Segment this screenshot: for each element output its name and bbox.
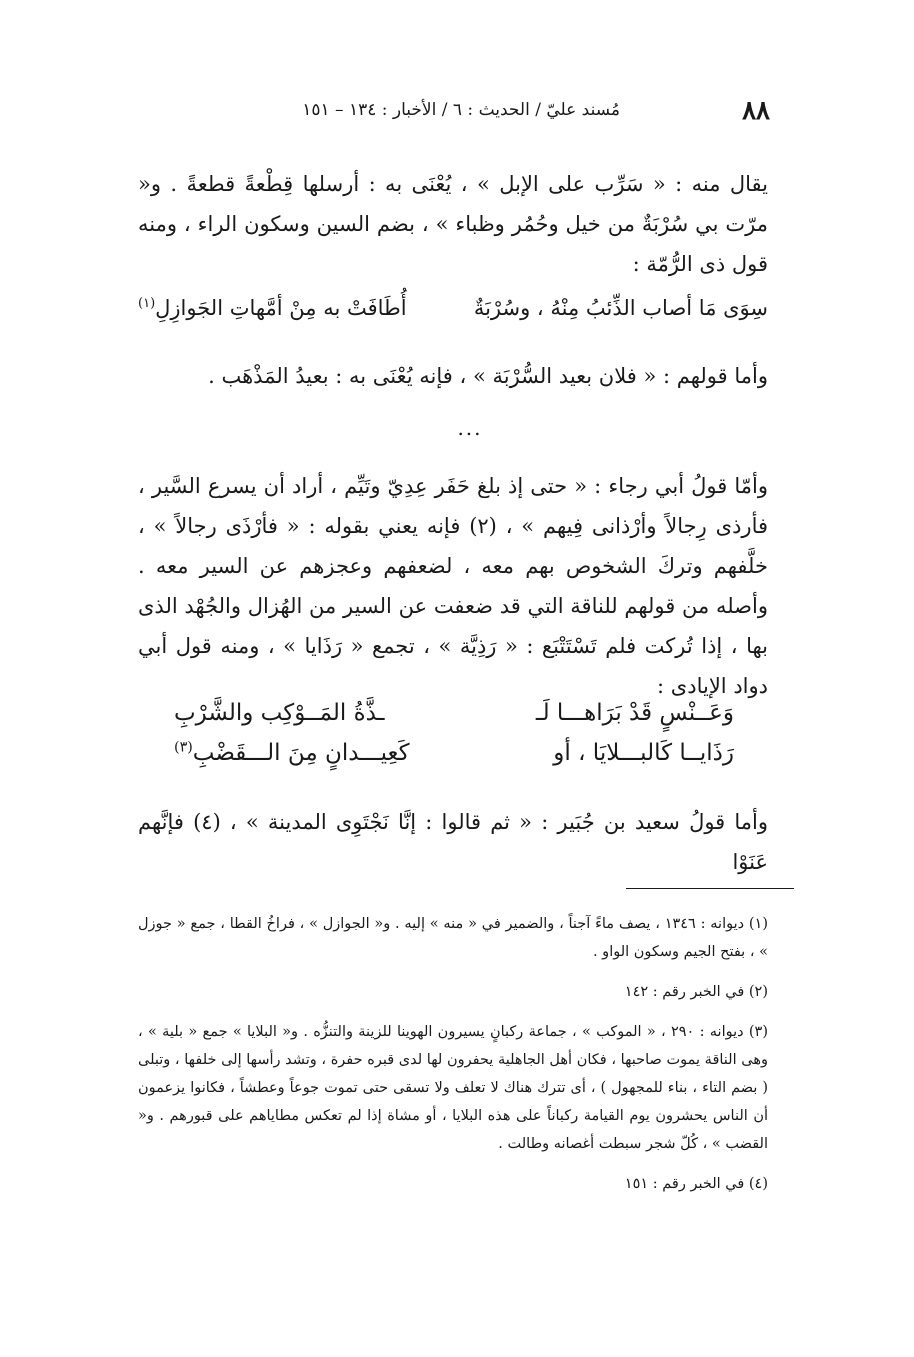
verse-dhi-al-rumma [138, 296, 768, 336]
page-header [150, 96, 770, 136]
footnote-ref-1[interactable]: (١) [138, 296, 156, 311]
paragraph-3: وأمّا قولُ أبي رجاء : « حتى إذ بلغ حَفَر عِدِيّ وتَيِّم ، أراد أن يسرع السَّير ، فأرذى رِجالاً وأرْذانى فِيهم » ، (٢) فإنه يعني بقوله : « فأرْذَى رجالاً » ، خلَّفهم وتركَ الشخوص بهم معه ، لضعفهم وعجزهم عن السير معه . وأصله من قولهم للناقة التي قد ضعفت عن السير من الهُزال والجُهْد الذى بها ، إذا تُركت فلم تَسْتَتْبَع : « رَذِيَّة » ، تجمع « رَذَايا » ، ومنه قول أبي دواد الإيادى : [138, 474, 769, 698]
poem-line-1-first: وَعَــنْسٍ قَدْ بَرَاهـــا لَـ [535, 700, 734, 726]
poem-line-1 [174, 700, 734, 740]
poem-line-1-second: ـذَّةُ المَــوْكِب والشَّرْبِ [174, 700, 385, 726]
footnote-4: (٤) في الخبر رقم : ١٥١ [624, 1176, 768, 1192]
section-separator: ... [457, 416, 483, 440]
poem-line-2 [174, 740, 734, 780]
verse-second-hemistich-text: أُطَافَتْ به مِنْ أمَّهاتِ الجَوازِلِ [155, 296, 407, 320]
paragraph-4: وأما قولُ سعيد بن جُبَير : « ثم قالوا : إنَّا نَجْتَوِى المدينة » ، (٤) فإنَّهم عَنَوْا [138, 810, 768, 874]
footnote-1: (١) ديوانه : ١٣٤٦ ، يصف ماءً آجناً ، والضمير في « منه » إليه . و« الجوازل » ، فراخُ القطا ، جمع « جوزل » ، بفتح الجيم وسكون الواو . [138, 916, 768, 960]
footnotes [138, 910, 768, 1210]
verse-first-hemistich: سِوَى مَا أصاب الذِّئبُ مِنْهُ ، وسُرْبَةٌ [473, 296, 768, 320]
footnote-3: (٣) ديوانه : ٢٩٠ ، « الموكب » ، جماعة ركبانٍ يسيرون الهوينا للزينة والتنزُّه . و« البلايا » جمع « بلية » ، وهى الناقة يموت صاحبها ، فكان أهل الجاهلية يحفرون لها لدى قبره حفرة ، وتشد رأسها إلى خلفها ، وتبلى ( بضم التاء ، بناء للمجهول ) ، أى تترك هناك لا تعلف ولا تسقى حتى تموت جوعاً وعطشاً ، فكانوا يزعمون أن الناس يحشرون يوم القيامة ركباناً على هذه البلايا ، أو مشاة إذا لم تعكس مطاياهم على قبورهم . و« القضب » ، كُلّ شجر سبطت أغصانه وطالت . [138, 1024, 768, 1152]
verse-second-hemistich [138, 296, 407, 320]
poem-line-2-first: رَذَايــا كَالبـــلايَا ، أو [553, 740, 734, 766]
footnote-divider [626, 888, 794, 889]
poem-line-2-second [174, 740, 410, 766]
poem-line-2-second-text: كَعِيـــدانٍ مِنَ الـــقَضْبِ [192, 740, 410, 766]
paragraph-1: يقال منه : « سَرِّب على الإبل » ، يُعْنَى به : أرسلها قِطْعةً قطعةً . و« مرّت بي سُرْبَةٌ من خيل وحُمُر وظباء » ، بضم السين وسكون الراء ، ومنه قول ذى الرُّمّة : [138, 172, 768, 276]
paragraph-2: وأما قولهم : « فلان بعيد السُّرْبَة » ، فإنه يُعْنَى به : بعيدُ المَذْهَب . [208, 364, 768, 388]
footnote-ref-3[interactable]: (٣) [174, 739, 193, 756]
footnote-2: (٢) في الخبر رقم : ١٤٢ [624, 984, 768, 1000]
poem-abi-dawud [174, 700, 734, 780]
running-title: مُسند عليّ / الحديث : ٦ / الأخبار : ١٣٤ – ١٥١ [302, 100, 620, 120]
page-number: ٨٨ [742, 96, 770, 126]
